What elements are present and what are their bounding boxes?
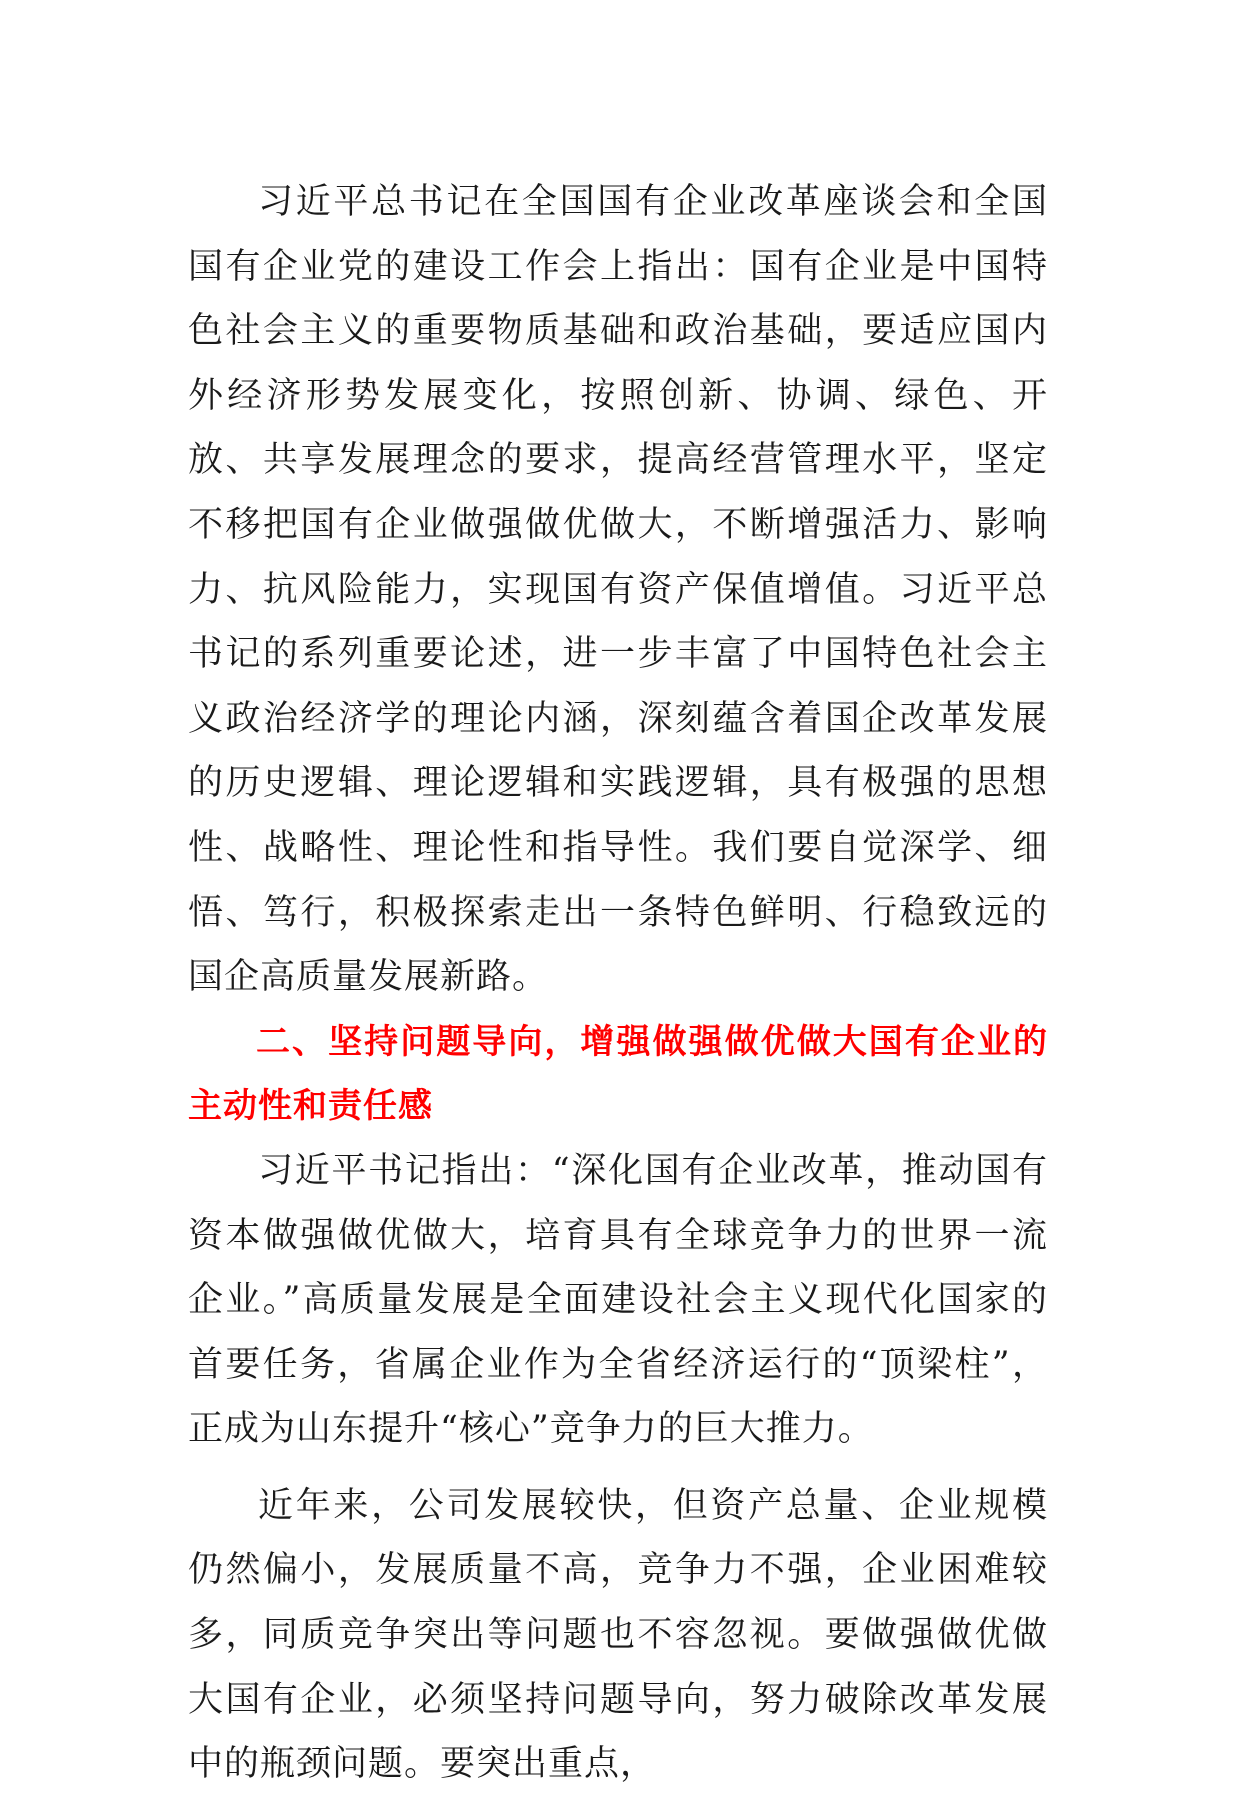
section-heading: 二、坚持问题导向，增强做强做优做大国有企业的主动性和责任感 (188, 1021, 1048, 1127)
paragraph-quote: 习近平书记指出：“深化国有企业改革，推动国有资本做强做优做大，培育具有全球竞争力的世界一流企业。”高质量发展是全面建设社会主义现代化国家的首要任务，省属企业作为全省经济运行的“顶梁柱”，正成为山东提升“核心”竞争力的巨大推力。 (188, 1150, 1048, 1450)
paragraph-problems: 近年来，公司发展较快，但资产总量、企业规模仍然偏小，发展质量不高，竞争力不强，企业困难较多，同质竞争突出等问题也不容忽视。要做强做优做大国有企业，必须坚持问题导向，努力破除改革发展中的瓶颈问题。要突出重点， (188, 1485, 1048, 1785)
paragraph-intro: 习近平总书记在全国国有企业改革座谈会和全国国有企业党的建设工作会上指出：国有企业是中国特色社会主义的重要物质基础和政治基础，要适应国内外经济形势发展变化，按照创新、协调、绿色、开放、共享发展理念的要求，提高经营管理水平，坚定不移把国有企业做强做优做大，不断增强活力、影响力、抗风险能力，实现国有资产保值增值。习近平总书记的系列重要论述，进一步丰富了中国特色社会主义政治经济学的理论内涵，深刻蕴含着国企改革发展的历史逻辑、理论逻辑和实践逻辑，具有极强的思想性、战略性、理论性和指导性。我们要自觉深学、细悟、笃行，积极探索走出一条特色鲜明、行稳致远的国企高质量发展新路。 (188, 182, 1048, 998)
document-body (188, 170, 1048, 1797)
